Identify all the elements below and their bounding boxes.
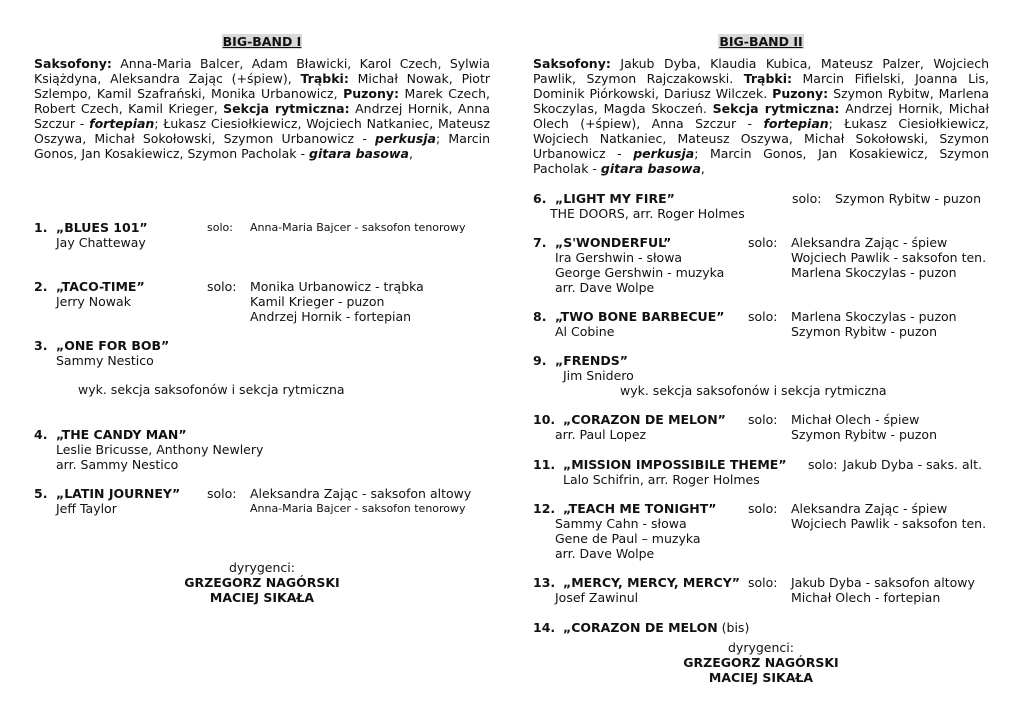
piece-title: „MISSION IMPOSSIBILE THEME” <box>563 457 787 472</box>
performers-note: wyk. sekcja saksofonów i sekcja rytmiczna <box>78 382 345 397</box>
band-members: Saksofony: Jakub Dyba, Klaudia Kubica, Mateusz Palzer, Wojciech Pawlik, Szymon Rajczakowski. Trąbki: Marcin Fifielski, Joanna Lis, Dominik Piórkowski, Dariusz Wilczek. Puzony: Szymon Rybitw, Marlena Skoczylas, Magda Skoczeń. Sekcja rytmiczna: Andrzej Hornik, Michał Olech (+śpiew), Anna Szczur - fortepian; Łukasz Ciesiołkiewicz, Wojciech Natkaniec, Mateusz Oszywa, Michał Sokołowski, Szymon Urbanowicz - perkusja; Marcin Gonos, Jan Kosakiewicz, Szymon Pacholak - gitara basowa, <box>533 56 990 176</box>
piece-title: „TWO BONE BARBECUE” <box>555 309 725 324</box>
band-title: BIG-BAND II <box>719 34 803 49</box>
conductors: dyrygenci: GRZEGORZ NAGÓRSKI MACIEJ SIKAŁA <box>184 560 340 605</box>
piece-title: „BLUES 101” <box>56 220 148 235</box>
piece-title: „LIGHT MY FIRE” <box>555 191 675 206</box>
performers-note: wyk. sekcja saksofonów i sekcja rytmiczna <box>620 383 887 398</box>
band-members: Saksofony: Anna-Maria Balcer, Adam Bławicki, Karol Czech, Sylwia Książdyna, Aleksandra Zając (+śpiew), Trąbki: Michał Nowak, Piotr Szlempo, Kamil Szafrański, Monika Urbanowicz, Puzony: Marek Czech, Robert Czech, Kamil Krieger, Sekcja rytmiczna: Andrzej Hornik, Anna Szczur - fortepian; Łukasz Ciesiołkiewicz, Wojciech Natkaniec, Mateusz Oszywa, Michał Sokołowski, Szymon Urbanowicz - perkusja; Marcin Gonos, Jan Kosakiewicz, Szymon Pacholak - gitara basowa, <box>34 56 491 161</box>
piece-title: „FRENDS” <box>555 353 628 368</box>
big-band-1-column: BIG-BAND I Saksofony: Anna-Maria Balcer, Adam Bławicki, Karol Czech, Sylwia Książdyna, Aleksandra Zając (+śpiew), Trąbki: Michał Nowak, Piotr Szlempo, Kamil Szafrański, Monika Urbanowicz, Puzony: Marek Czech, Robert Czech, Kamil Krieger, Sekcja rytmiczna: Andrzej Hornik, Anna Szczur - fortepian; Łukasz Ciesiołkiewicz, Wojciech Natkaniec, Mateusz Oszywa, Michał Sokołowski, Szymon Urbanowicz - perkusja; Marcin Gonos, Jan Kosakiewicz, Szymon Pacholak - gitara basowa, 1. „BLUES 101” solo: Anna-Maria Bajcer - saksofon tenorowy Jay Chatteway 2. „TACO-TIME” solo: Monika Urbanowicz - trąbka Kamil Krieger - puzon Andrzej Hornik - fortepian Jerry Nowak 3. „ONE FOR BOB” Sammy Nestico wyk. sekcja saksofonów i sekcja rytmiczna 4. „THE CANDY MAN” Leslie Bricusse, Anthony Newlery arr. Sammy Nestico 5. „LATIN JOURNEY” solo: Aleksandra Zając - saksofon altowy Anna-Maria Bajcer - saksofon tenorowy Jeff Taylor dyrygenci: GRZEGORZ NAGÓRSKI MACIEJ SIKAŁA <box>34 34 491 605</box>
piece-title: „TACO-TIME” <box>56 279 145 294</box>
big-band-2-column: BIG-BAND II Saksofony: Jakub Dyba, Klaudia Kubica, Mateusz Palzer, Wojciech Pawlik, Szymon Rajczakowski. Trąbki: Marcin Fifielski, Joanna Lis, Dominik Piórkowski, Dariusz Wilczek. Puzony: Szymon Rybitw, Marlena Skoczylas, Magda Skoczeń. Sekcja rytmiczna: Andrzej Hornik, Michał Olech (+śpiew), Anna Szczur - fortepian; Łukasz Ciesiołkiewicz, Wojciech Natkaniec, Mateusz Oszywa, Michał Sokołowski, Szymon Urbanowicz - perkusja; Marcin Gonos, Jan Kosakiewicz, Szymon Pacholak - gitara basowa, 6. „LIGHT MY FIRE” solo: Szymon Rybitw - puzon THE DOORS, arr. Roger Holmes 7. „S'WONDERFUL” solo: Aleksandra Zając - śpiew Wojciech Pawlik - saksofon ten. Marlena Skoczylas - puzon Ira Gershwin - słowa George Gershwin - muzyka arr. Dave Wolpe 8. „TWO BONE BARBECUE” solo: Marlena Skoczylas - puzon Szymon Rybitw - puzon Al Cobine 9. „FRENDS” Jim Snidero wyk. sekcja saksofonów i sekcja rytmiczna 10. „CORAZON DE MELON” solo: Michał Olech - śpiew Szymon Rybitw - puzon arr. Paul Lopez 11. „MISSION IMPOSSIBILE THEME” solo: Jakub Dyba - saks. alt. Lalo Schifrin, arr. Roger Holmes 12. „TEACH ME TONIGHT” solo: Aleksandra Zając - śpiew Wojciech Pawlik - saksofon ten. Sammy Cahn - słowa Gene de Paul – muzyka arr. Dave Wolpe 13. „MERCY, MERCY, MERCY” solo: Jakub Dyba - saksofon altowy Michał Olech - fortepian Josef Zawinul 14. „CORAZON DE MELON (bis) dyrygenci: GRZEGORZ NAGÓRSKI MACIEJ SIKAŁA <box>533 34 990 685</box>
piece-title: „ONE FOR BOB” <box>56 338 170 353</box>
piece-title: „THE CANDY MAN” <box>56 427 187 442</box>
piece-title: „LATIN JOURNEY” <box>56 486 181 501</box>
piece-title: „TEACH ME TONIGHT” <box>563 501 717 516</box>
piece-title: „MERCY, MERCY, MERCY” <box>563 575 740 590</box>
piece-title: „CORAZON DE MELON (bis) <box>563 620 750 635</box>
band-title: BIG-BAND I <box>222 34 302 49</box>
piece-title: „CORAZON DE MELON” <box>563 412 726 427</box>
piece-title: „S'WONDERFUL” <box>555 235 672 250</box>
conductors: dyrygenci: GRZEGORZ NAGÓRSKI MACIEJ SIKAŁA <box>683 640 839 685</box>
